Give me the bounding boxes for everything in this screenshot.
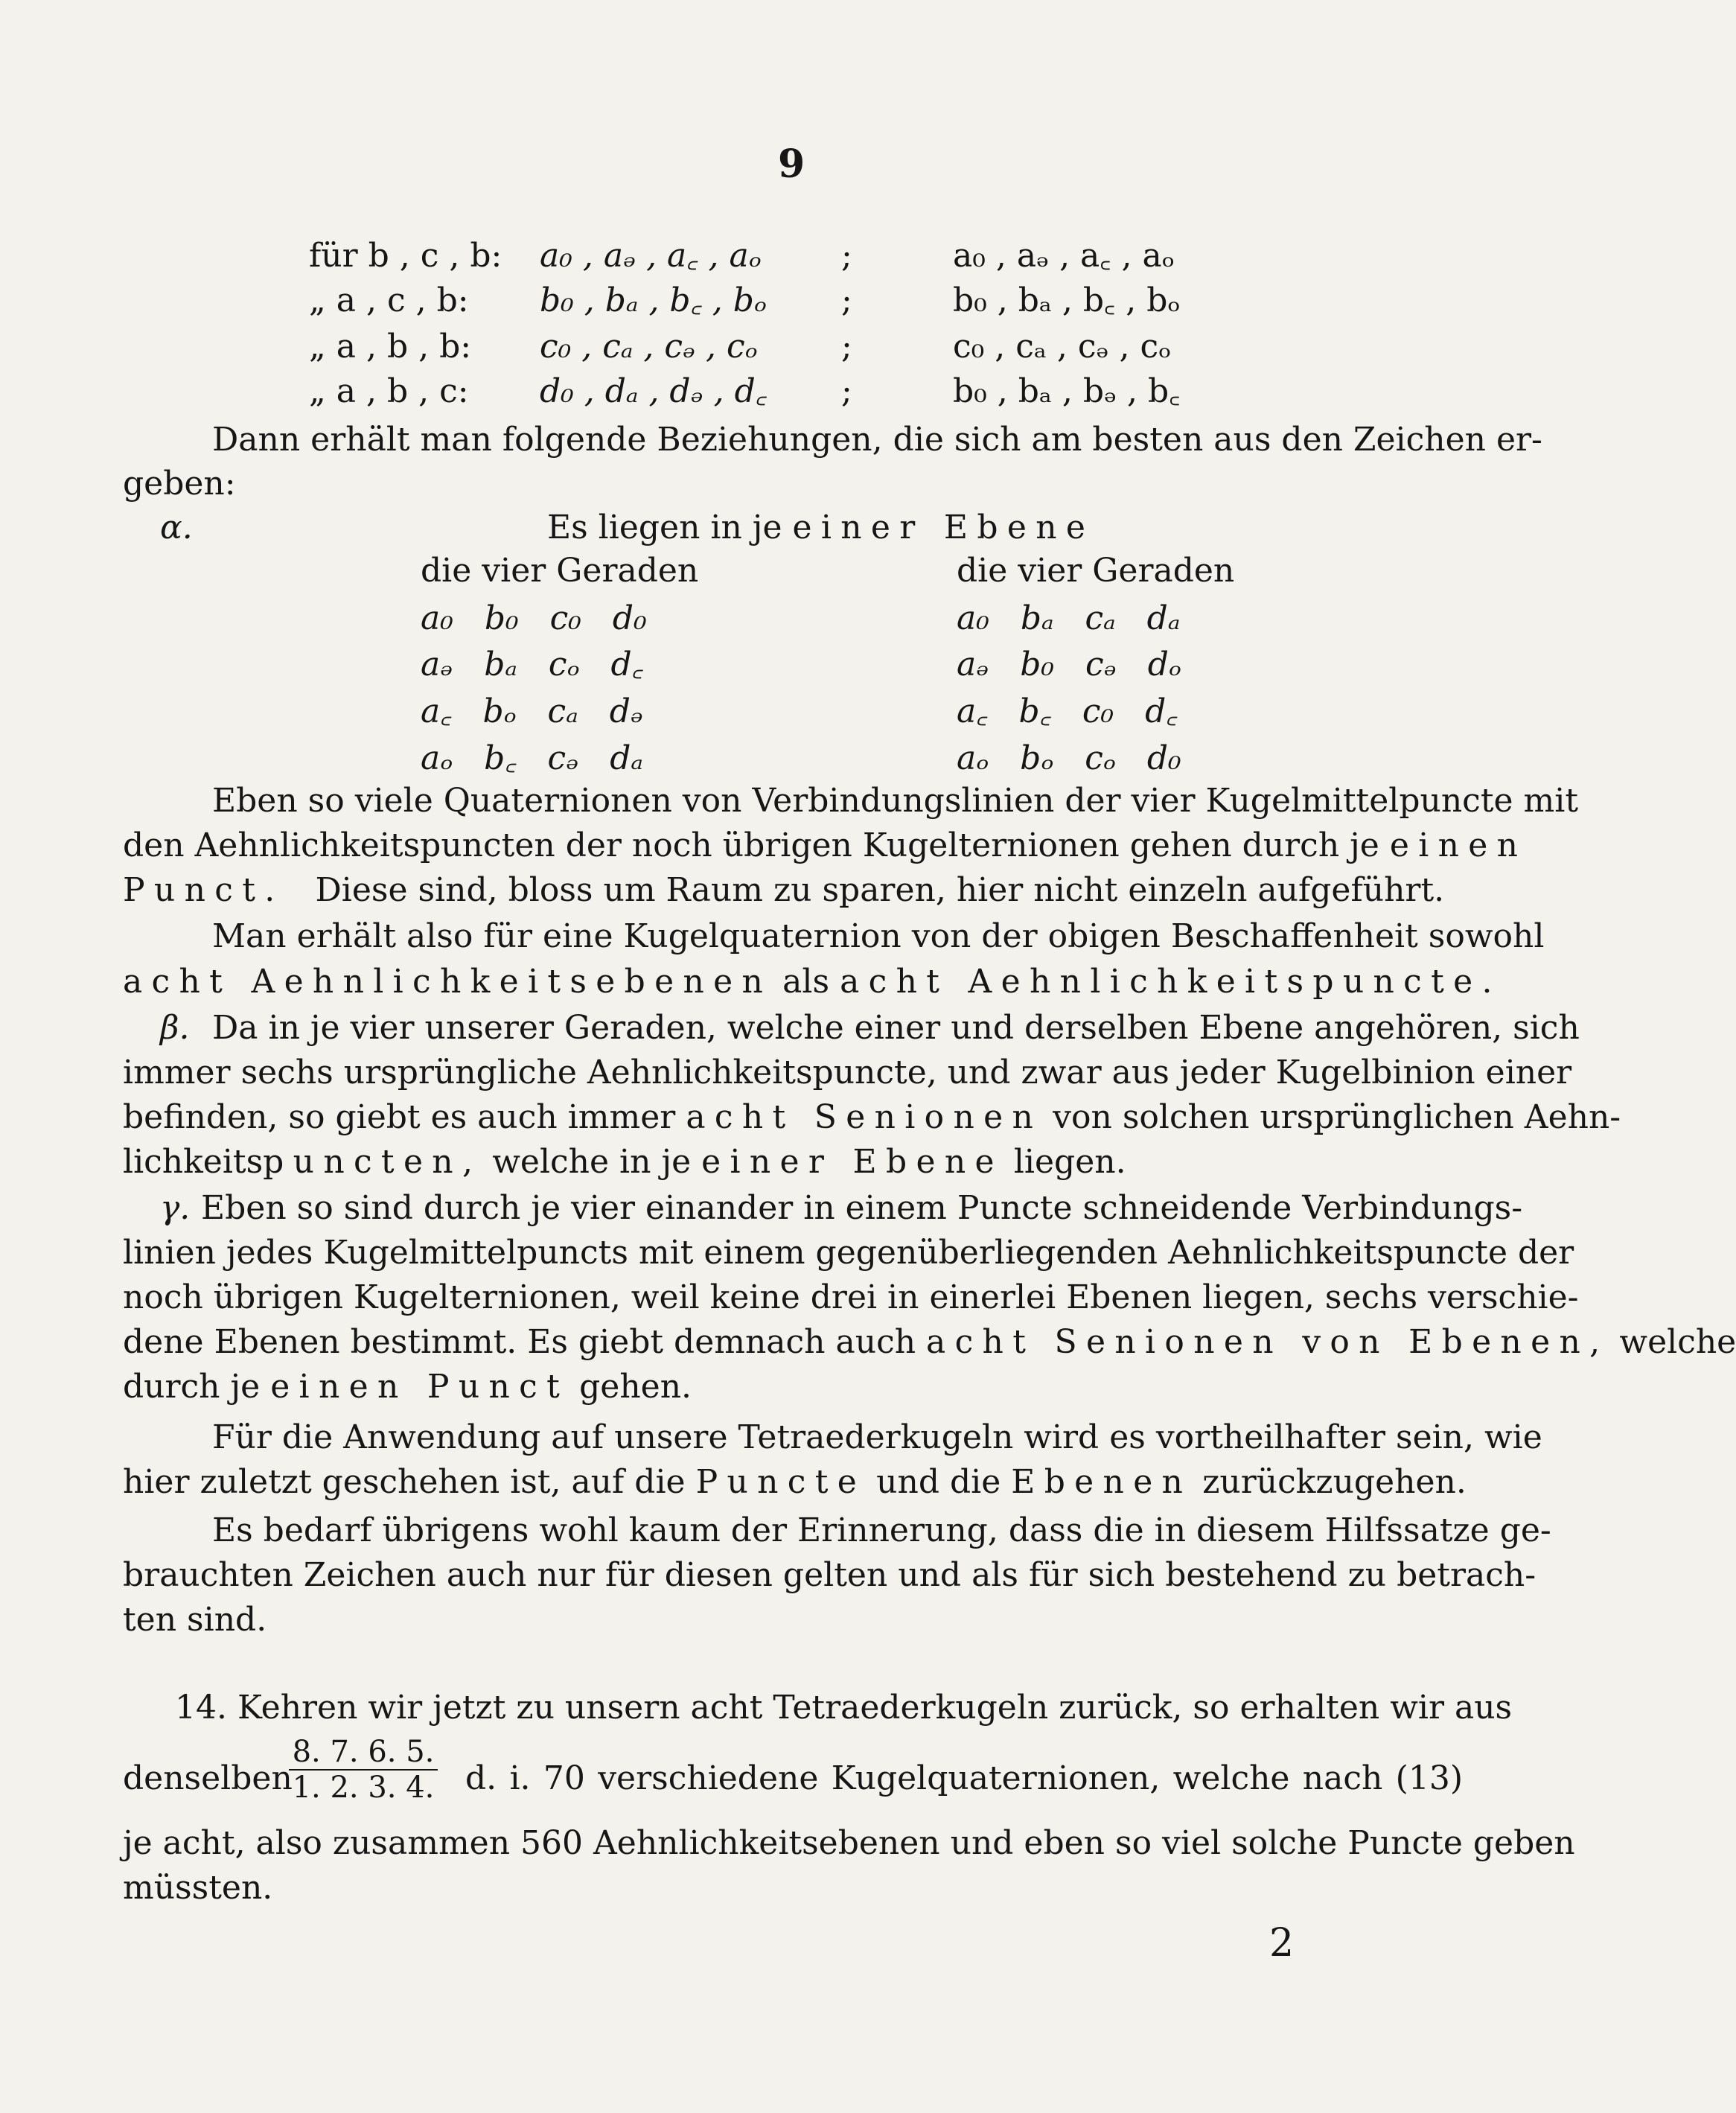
paragraph-line: brauchten Zeichen auch nur für diesen gelten und als für sich bestehend zu betrach- bbox=[123, 1556, 1536, 1594]
symbol-label: „ a , c , b: bbox=[309, 281, 469, 319]
paragraph-line: Es bedarf übrigens wohl kaum der Erinnerung, dass die in diesem Hilfssatze ge- bbox=[212, 1511, 1551, 1549]
section-14-after-fraction: d. i. 70 verschiedene Kugelquaternionen, welche nach (13) bbox=[465, 1759, 1463, 1797]
signature-mark: 2 bbox=[1269, 1921, 1295, 1966]
beta-marker: β. bbox=[160, 1009, 190, 1047]
symbol-right: b₀ , bₐ , b꜀ , bₒ bbox=[953, 281, 1181, 319]
paragraph-line: Man erhält also für eine Kugelquaternion von der obigen Beschaffenheit sowohl bbox=[212, 917, 1545, 955]
section-14-before-fraction: denselben bbox=[123, 1759, 293, 1797]
alpha-marker: α. bbox=[160, 509, 193, 546]
symbol-label: „ a , b , b: bbox=[309, 328, 472, 366]
symbol-right: a₀ , aₔ , a꜀ , aₒ bbox=[953, 237, 1175, 275]
alpha-text: Es liegen in je einer Ebene bbox=[547, 509, 1095, 546]
column-heading-left: die vier Geraden bbox=[421, 552, 699, 590]
symbol-left: c₀ , cₐ , cₔ , cₒ bbox=[540, 328, 758, 366]
paragraph-line: Da in je vier unserer Geraden, welche einer und derselben Ebene angehören, sich bbox=[212, 1009, 1580, 1047]
paragraph-line: noch übrigen Kugelternionen, weil keine drei in einerlei Ebenen liegen, sechs verschie- bbox=[123, 1278, 1579, 1316]
paragraph-line: Dann erhält man folgende Beziehungen, die sich am besten aus den Zeichen er- bbox=[212, 421, 1542, 459]
paragraph-line: Eben so viele Quaternionen von Verbindungslinien der vier Kugelmittelpuncte mit bbox=[212, 782, 1579, 820]
paragraph-line: linien jedes Kugelmittelpuncts mit einem gegenüberliegenden Aehnlichkeitspuncte der bbox=[123, 1234, 1574, 1272]
symbol-semicolon: ; bbox=[841, 328, 852, 366]
gamma-marker: γ. bbox=[160, 1189, 191, 1227]
section-14-line: 14. Kehren wir jetzt zu unsern acht Tetraederkugeln zurück, so erhalten wir aus bbox=[175, 1689, 1513, 1727]
paragraph-line: Punct. Diese sind, bloss um Raum zu sparen, hier nicht einzeln aufgeführt. bbox=[123, 871, 1445, 909]
symbol-semicolon: ; bbox=[841, 281, 852, 319]
paragraph-line: lichkeitspuncten, welche in je einer Ebene liegen. bbox=[123, 1143, 1126, 1181]
right-quad-row: aₒ bₒ cₒ d₀ bbox=[957, 739, 1181, 777]
symbol-label: für b , c , b: bbox=[309, 237, 502, 275]
column-heading-right: die vier Geraden bbox=[957, 552, 1235, 590]
left-quad-row: aₔ bₐ cₒ d꜀ bbox=[421, 646, 643, 683]
fraction-denominator: 1. 2. 3. 4. bbox=[289, 1769, 438, 1805]
symbol-semicolon: ; bbox=[841, 237, 852, 275]
paragraph-line: hier zuletzt geschehen ist, auf die Puncte und die Ebenen zurückzugehen. bbox=[123, 1463, 1467, 1501]
paragraph-line: ten sind. bbox=[123, 1601, 267, 1639]
paragraph-line: befinden, so giebt es auch immer acht Senionen von solchen ursprünglichen Aehn- bbox=[123, 1098, 1621, 1136]
fraction-numerator: 8. 7. 6. 5. bbox=[292, 1735, 435, 1769]
section-14-line: müssten. bbox=[123, 1869, 273, 1907]
left-quad-row: aₒ b꜀ cₔ dₐ bbox=[421, 739, 643, 777]
paragraph-line: den Aehnlichkeitspuncten der noch übrigen Kugelternionen gehen durch je einen bbox=[123, 826, 1528, 864]
left-quad-row: a꜀ bₒ cₐ dₔ bbox=[421, 692, 643, 730]
right-quad-row: a₀ bₐ cₐ dₐ bbox=[957, 599, 1181, 637]
paragraph-line: immer sechs ursprüngliche Aehnlichkeitspuncte, und zwar aus jeder Kugelbinion einer bbox=[123, 1054, 1572, 1091]
symbol-label: „ a , b , c: bbox=[309, 372, 469, 410]
paragraph-line: Eben so sind durch je vier einander in einem Puncte schneidende Verbindungs- bbox=[201, 1189, 1523, 1227]
symbol-semicolon: ; bbox=[841, 372, 852, 410]
paragraph-line: durch je einen Punct gehen. bbox=[123, 1368, 692, 1406]
symbol-left: a₀ , aₔ , a꜀ , aₒ bbox=[540, 237, 762, 275]
section-14-line: je acht, also zusammen 560 Aehnlichkeitsebenen und eben so viel solche Puncte geben bbox=[123, 1824, 1575, 1862]
symbol-left: b₀ , bₐ , b꜀ , bₒ bbox=[540, 281, 767, 319]
paragraph-line: dene Ebenen bestimmt. Es giebt demnach auch acht Senionen von Ebenen, welche bbox=[123, 1323, 1736, 1361]
paragraph-line: acht Aehnlichkeitsebenen als acht Aehnlichkeitspuncte. bbox=[123, 963, 1502, 1001]
paragraph-line: Für die Anwendung auf unsere Tetraederkugeln wird es vortheilhafter sein, wie bbox=[212, 1418, 1542, 1456]
symbol-left: d₀ , dₐ , dₔ , d꜀ bbox=[540, 372, 767, 410]
fraction bbox=[289, 1735, 438, 1805]
left-quad-row: a₀ b₀ c₀ d₀ bbox=[421, 599, 647, 637]
right-quad-row: a꜀ b꜀ c₀ d꜀ bbox=[957, 692, 1178, 730]
paragraph-line: geben: bbox=[123, 465, 236, 503]
symbol-right: b₀ , bₐ , bₔ , b꜀ bbox=[953, 372, 1181, 410]
right-quad-row: aₔ b₀ cₔ dₒ bbox=[957, 646, 1181, 683]
page-number: 9 bbox=[778, 141, 805, 187]
symbol-right: c₀ , cₐ , cₔ , cₒ bbox=[953, 328, 1172, 366]
